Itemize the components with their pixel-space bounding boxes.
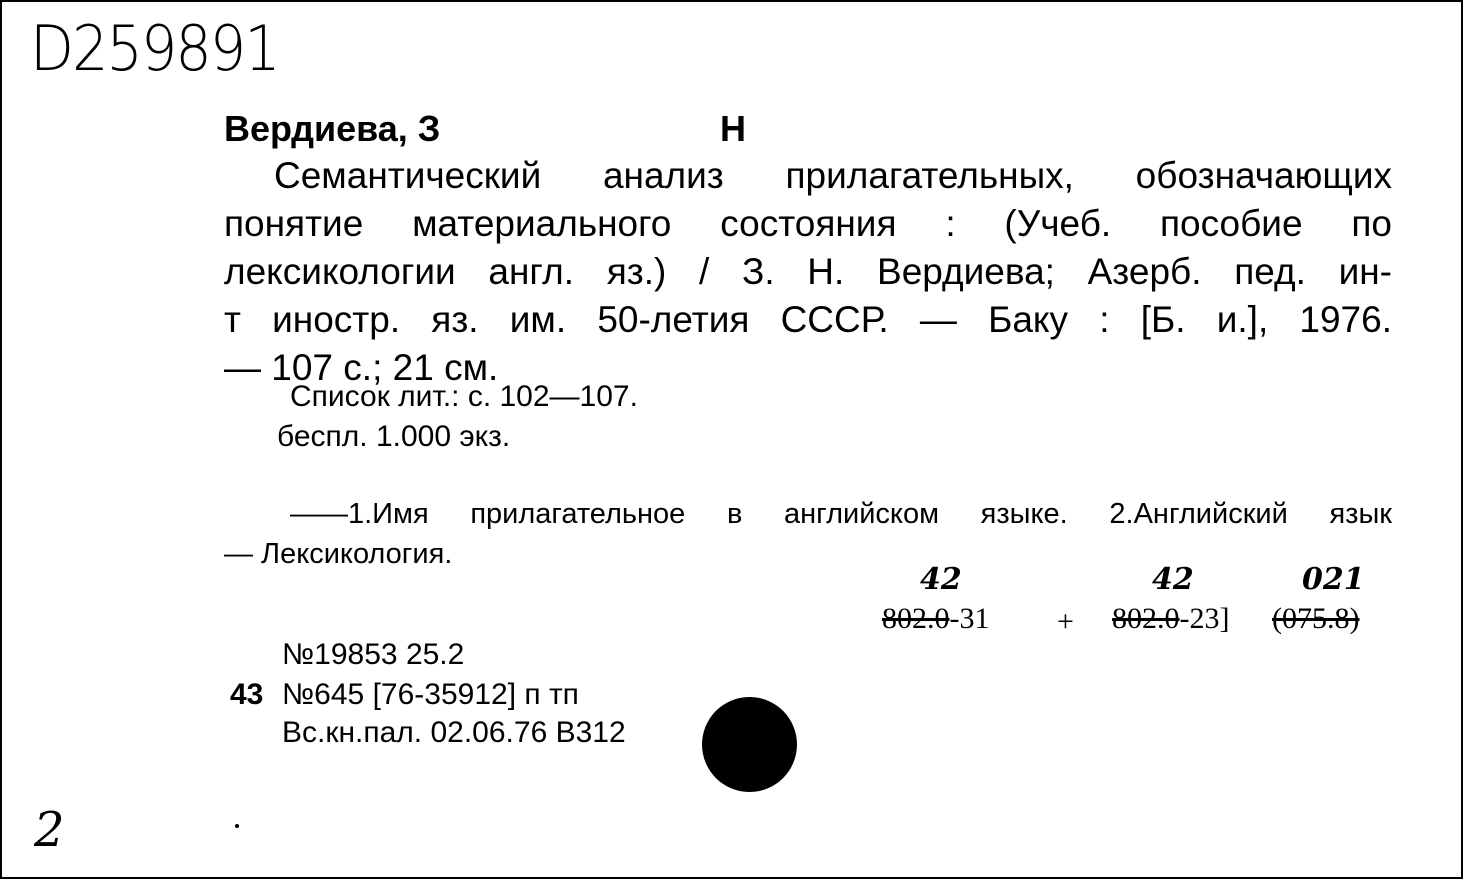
author-initial: Н [720,108,746,149]
order-number: №19853 25.2 [282,638,465,671]
handwritten-class-1: 42 [920,562,962,597]
handwritten-class-3: 021 [1302,562,1365,597]
ink-speck [235,824,239,828]
bibliography-note: Список лит.: с. 102—107. [290,380,638,413]
classification-code-2-suffix: -23] [1179,602,1230,635]
description-line-2: понятие материального состояния : (Учеб. пособие по [224,203,1392,244]
description-line-3: лексикологии англ. яз.) / З. Н. Вердиева; Азерб. пед. ин- [224,251,1392,292]
classification-code-2 [1112,602,1229,636]
price-note: беспл. 1.000 экз. [277,420,511,453]
author-surname: Вердиева, З [224,108,441,149]
classification-code-1-suffix: -31 [949,602,990,635]
description-line-5: — 107 с.; 21 см. [224,347,499,388]
call-number: D259891 [30,12,279,85]
subject-headings-line-2: — Лексикология. [224,538,453,570]
book-chamber-line: Вс.кн.пал. 02.06.76 В312 [282,716,626,749]
classification-plus: + [1057,605,1074,638]
corner-handwritten-mark: 2 [34,802,65,858]
handwritten-class-2: 42 [1152,562,1194,597]
classification-code-1-struck: 802.0 [882,602,950,635]
subject-headings-line-1: ——1.Имя прилагательное в английском языке. 2.Английский язык [290,498,1392,530]
punch-hole [702,697,797,792]
classification-code-2-struck: 802.0 [1112,602,1180,635]
batch-number: 43 [230,678,264,711]
description-line-1: Семантический анализ прилагательных, обозначающих [274,155,1392,196]
description-line-4: т иностр. яз. им. 50-летия СССР. — Баку : [Б. и.], 1976. [224,299,1392,340]
classification-code-1 [882,602,990,636]
classification-code-3: (075.8) [1272,602,1360,635]
registration-line: №645 [76-35912] п тп [282,678,579,711]
